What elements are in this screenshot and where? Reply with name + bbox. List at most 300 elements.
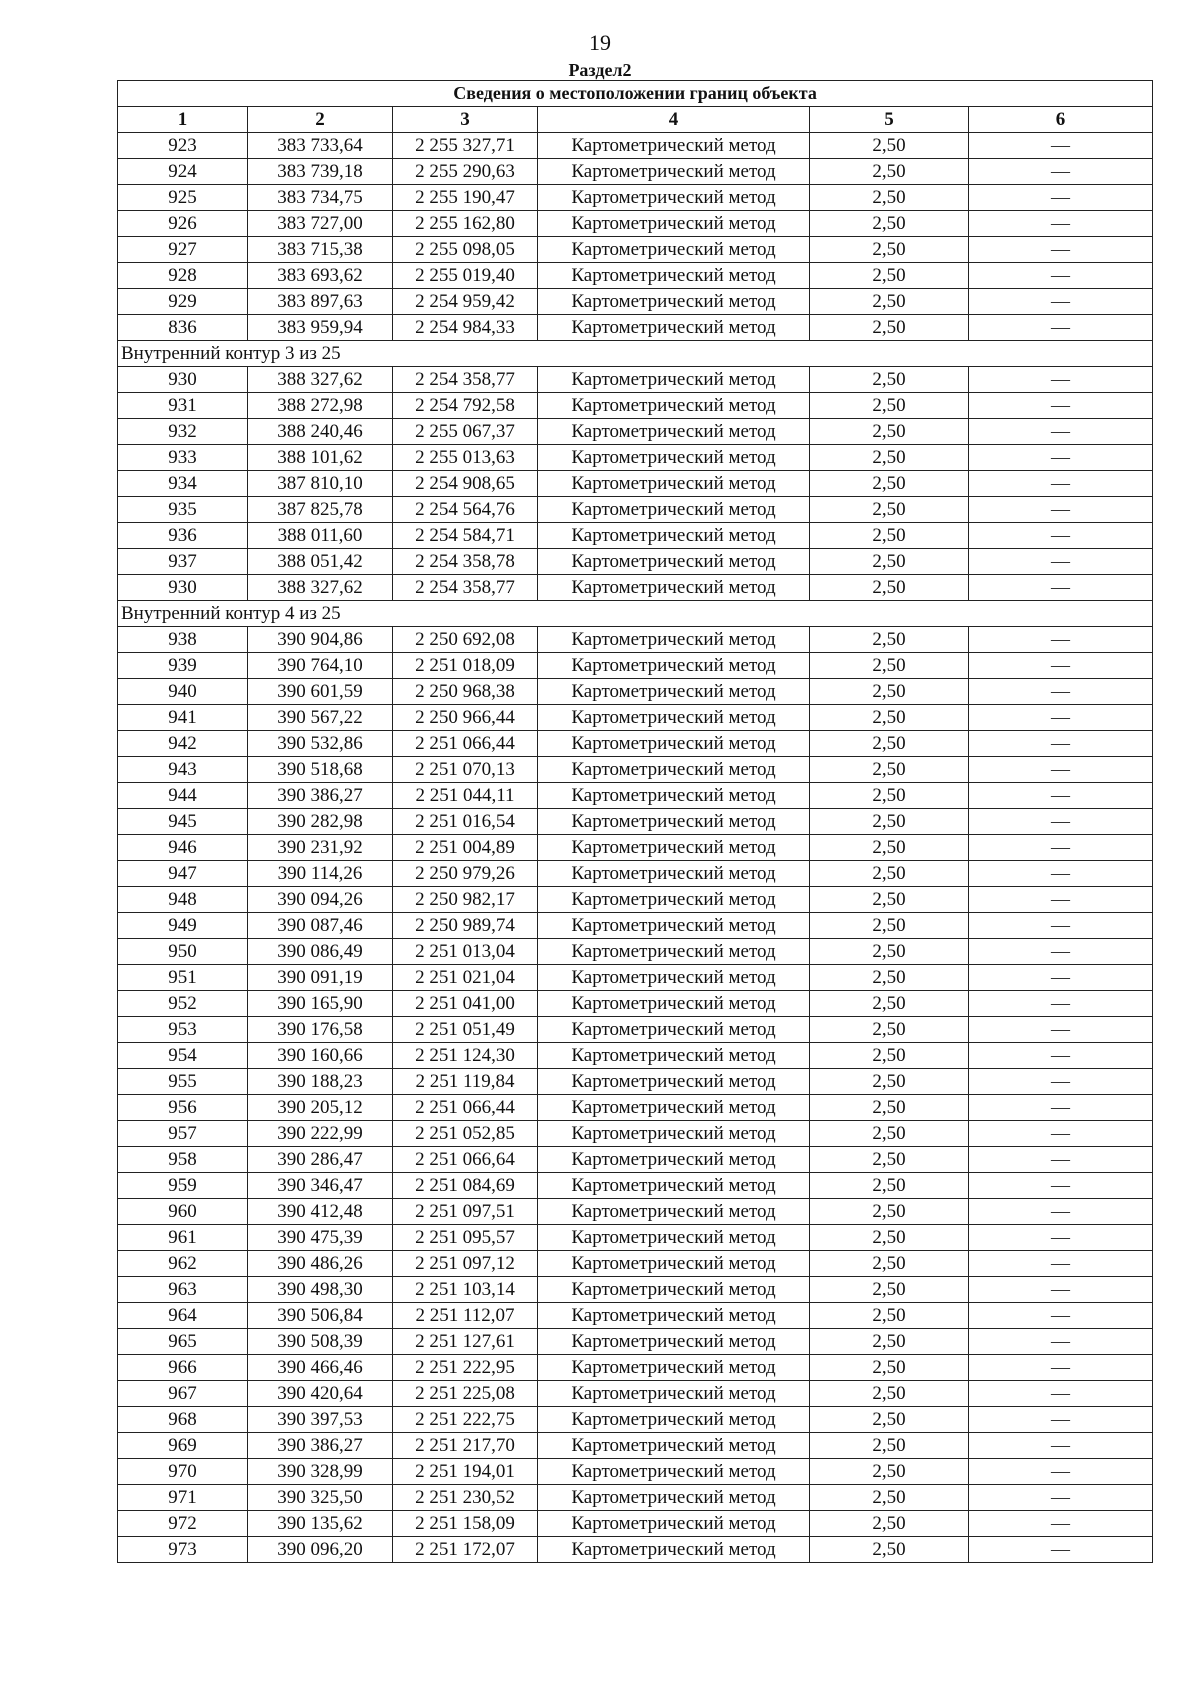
description-cell: — <box>969 887 1153 913</box>
x-coordinate-cell: 390 508,39 <box>248 1329 393 1355</box>
point-number-cell: 971 <box>118 1485 248 1511</box>
x-coordinate-cell: 390 286,47 <box>248 1147 393 1173</box>
description-cell: — <box>969 1069 1153 1095</box>
point-number-cell: 947 <box>118 861 248 887</box>
table-row <box>118 1433 1153 1459</box>
boundary-coordinates-table <box>117 80 1153 1563</box>
section-title: Раздел2 <box>568 60 632 80</box>
table-row <box>118 1095 1153 1121</box>
accuracy-cell: 2,50 <box>810 679 969 705</box>
description-cell: — <box>969 835 1153 861</box>
accuracy-cell: 2,50 <box>810 1303 969 1329</box>
method-cell: Картометрический метод <box>538 835 810 861</box>
table-row <box>118 315 1153 341</box>
table-row <box>118 367 1153 393</box>
description-cell: — <box>969 1199 1153 1225</box>
description-cell: — <box>969 1147 1153 1173</box>
point-number-cell: 930 <box>118 367 248 393</box>
description-cell: — <box>969 653 1153 679</box>
y-coordinate-cell: 2 251 016,54 <box>393 809 538 835</box>
y-coordinate-cell: 2 251 097,51 <box>393 1199 538 1225</box>
point-number-cell: 966 <box>118 1355 248 1381</box>
description-cell: — <box>969 1121 1153 1147</box>
y-coordinate-cell: 2 251 158,09 <box>393 1511 538 1537</box>
description-cell: — <box>969 497 1153 523</box>
y-coordinate-cell: 2 250 979,26 <box>393 861 538 887</box>
y-coordinate-cell: 2 251 041,00 <box>393 991 538 1017</box>
description-cell: — <box>969 1485 1153 1511</box>
x-coordinate-cell: 390 904,86 <box>248 627 393 653</box>
table-row <box>118 419 1153 445</box>
point-number-cell: 963 <box>118 1277 248 1303</box>
x-coordinate-cell: 388 327,62 <box>248 367 393 393</box>
point-number-cell: 945 <box>118 809 248 835</box>
method-cell: Картометрический метод <box>538 627 810 653</box>
accuracy-cell: 2,50 <box>810 1407 969 1433</box>
x-coordinate-cell: 390 222,99 <box>248 1121 393 1147</box>
description-cell: — <box>969 1433 1153 1459</box>
description-cell: — <box>969 549 1153 575</box>
y-coordinate-cell: 2 251 119,84 <box>393 1069 538 1095</box>
point-number-cell: 928 <box>118 263 248 289</box>
y-coordinate-cell: 2 251 225,08 <box>393 1381 538 1407</box>
method-cell: Картометрический метод <box>538 549 810 575</box>
table-row <box>118 783 1153 809</box>
description-cell: — <box>969 523 1153 549</box>
x-coordinate-cell: 390 096,20 <box>248 1537 393 1563</box>
method-cell: Картометрический метод <box>538 419 810 445</box>
table-row <box>118 1511 1153 1537</box>
x-coordinate-cell: 390 325,50 <box>248 1485 393 1511</box>
accuracy-cell: 2,50 <box>810 289 969 315</box>
caption-row <box>118 81 1153 107</box>
x-coordinate-cell: 390 420,64 <box>248 1381 393 1407</box>
method-cell: Картометрический метод <box>538 1381 810 1407</box>
description-cell: — <box>969 445 1153 471</box>
table-row <box>118 185 1153 211</box>
accuracy-cell: 2,50 <box>810 731 969 757</box>
accuracy-cell: 2,50 <box>810 445 969 471</box>
y-coordinate-cell: 2 250 966,44 <box>393 705 538 731</box>
accuracy-cell: 2,50 <box>810 1355 969 1381</box>
description-cell: — <box>969 1303 1153 1329</box>
x-coordinate-cell: 390 231,92 <box>248 835 393 861</box>
table-row <box>118 1485 1153 1511</box>
accuracy-cell: 2,50 <box>810 991 969 1017</box>
table-row <box>118 809 1153 835</box>
point-number-cell: 941 <box>118 705 248 731</box>
accuracy-cell: 2,50 <box>810 133 969 159</box>
point-number-cell: 968 <box>118 1407 248 1433</box>
description-cell: — <box>969 861 1153 887</box>
table-row <box>118 1537 1153 1563</box>
description-cell: — <box>969 315 1153 341</box>
y-coordinate-cell: 2 251 217,70 <box>393 1433 538 1459</box>
page-number: 19 <box>589 30 611 55</box>
method-cell: Картометрический метод <box>538 263 810 289</box>
accuracy-cell: 2,50 <box>810 1433 969 1459</box>
x-coordinate-cell: 390 087,46 <box>248 913 393 939</box>
y-coordinate-cell: 2 251 194,01 <box>393 1459 538 1485</box>
contour-title-row <box>118 601 1153 627</box>
point-number-cell: 970 <box>118 1459 248 1485</box>
y-coordinate-cell: 2 251 013,04 <box>393 939 538 965</box>
method-cell: Картометрический метод <box>538 393 810 419</box>
x-coordinate-cell: 390 498,30 <box>248 1277 393 1303</box>
accuracy-cell: 2,50 <box>810 1069 969 1095</box>
description-cell: — <box>969 367 1153 393</box>
table-row <box>118 939 1153 965</box>
point-number-cell: 951 <box>118 965 248 991</box>
point-number-cell: 930 <box>118 575 248 601</box>
x-coordinate-cell: 383 715,38 <box>248 237 393 263</box>
y-coordinate-cell: 2 255 290,63 <box>393 159 538 185</box>
method-cell: Картометрический метод <box>538 1329 810 1355</box>
method-cell: Картометрический метод <box>538 809 810 835</box>
y-coordinate-cell: 2 255 162,80 <box>393 211 538 237</box>
point-number-cell: 927 <box>118 237 248 263</box>
point-number-cell: 960 <box>118 1199 248 1225</box>
table-row <box>118 497 1153 523</box>
description-cell: — <box>969 133 1153 159</box>
accuracy-cell: 2,50 <box>810 653 969 679</box>
accuracy-cell: 2,50 <box>810 523 969 549</box>
y-coordinate-cell: 2 251 066,64 <box>393 1147 538 1173</box>
accuracy-cell: 2,50 <box>810 627 969 653</box>
point-number-cell: 955 <box>118 1069 248 1095</box>
accuracy-cell: 2,50 <box>810 263 969 289</box>
description-cell: — <box>969 211 1153 237</box>
accuracy-cell: 2,50 <box>810 861 969 887</box>
point-number-cell: 933 <box>118 445 248 471</box>
method-cell: Картометрический метод <box>538 783 810 809</box>
method-cell: Картометрический метод <box>538 1017 810 1043</box>
x-coordinate-cell: 390 346,47 <box>248 1173 393 1199</box>
description-cell: — <box>969 783 1153 809</box>
accuracy-cell: 2,50 <box>810 367 969 393</box>
point-number-cell: 929 <box>118 289 248 315</box>
method-cell: Картометрический метод <box>538 1277 810 1303</box>
description-cell: — <box>969 1459 1153 1485</box>
column-header: 1 <box>118 107 248 133</box>
description-cell: — <box>969 159 1153 185</box>
table-row <box>118 549 1153 575</box>
accuracy-cell: 2,50 <box>810 1017 969 1043</box>
point-number-cell: 935 <box>118 497 248 523</box>
table-row <box>118 1043 1153 1069</box>
accuracy-cell: 2,50 <box>810 835 969 861</box>
table-row <box>118 1199 1153 1225</box>
point-number-cell: 973 <box>118 1537 248 1563</box>
table-row <box>118 1329 1153 1355</box>
method-cell: Картометрический метод <box>538 575 810 601</box>
method-cell: Картометрический метод <box>538 1407 810 1433</box>
column-number-row <box>118 107 1153 133</box>
x-coordinate-cell: 388 011,60 <box>248 523 393 549</box>
description-cell: — <box>969 913 1153 939</box>
x-coordinate-cell: 390 328,99 <box>248 1459 393 1485</box>
x-coordinate-cell: 390 466,46 <box>248 1355 393 1381</box>
method-cell: Картометрический метод <box>538 211 810 237</box>
method-cell: Картометрический метод <box>538 705 810 731</box>
table-body <box>118 133 1153 1563</box>
method-cell: Картометрический метод <box>538 887 810 913</box>
point-number-cell: 938 <box>118 627 248 653</box>
contour-title: Внутренний контур 4 из 25 <box>118 601 1153 627</box>
y-coordinate-cell: 2 251 018,09 <box>393 653 538 679</box>
method-cell: Картометрический метод <box>538 861 810 887</box>
table-row <box>118 835 1153 861</box>
y-coordinate-cell: 2 251 066,44 <box>393 1095 538 1121</box>
x-coordinate-cell: 390 188,23 <box>248 1069 393 1095</box>
description-cell: — <box>969 1095 1153 1121</box>
x-coordinate-cell: 390 386,27 <box>248 1433 393 1459</box>
x-coordinate-cell: 390 086,49 <box>248 939 393 965</box>
x-coordinate-cell: 388 272,98 <box>248 393 393 419</box>
method-cell: Картометрический метод <box>538 133 810 159</box>
method-cell: Картометрический метод <box>538 1069 810 1095</box>
description-cell: — <box>969 627 1153 653</box>
x-coordinate-cell: 390 486,26 <box>248 1251 393 1277</box>
accuracy-cell: 2,50 <box>810 939 969 965</box>
method-cell: Картометрический метод <box>538 1355 810 1381</box>
x-coordinate-cell: 390 176,58 <box>248 1017 393 1043</box>
x-coordinate-cell: 390 135,62 <box>248 1511 393 1537</box>
accuracy-cell: 2,50 <box>810 185 969 211</box>
table-row <box>118 523 1153 549</box>
description-cell: — <box>969 757 1153 783</box>
accuracy-cell: 2,50 <box>810 497 969 523</box>
x-coordinate-cell: 390 205,12 <box>248 1095 393 1121</box>
method-cell: Картометрический метод <box>538 653 810 679</box>
x-coordinate-cell: 383 897,63 <box>248 289 393 315</box>
table-row <box>118 289 1153 315</box>
description-cell: — <box>969 1173 1153 1199</box>
y-coordinate-cell: 2 255 019,40 <box>393 263 538 289</box>
method-cell: Картометрический метод <box>538 939 810 965</box>
method-cell: Картометрический метод <box>538 1251 810 1277</box>
description-cell: — <box>969 1251 1153 1277</box>
method-cell: Картометрический метод <box>538 1225 810 1251</box>
table-row <box>118 1017 1153 1043</box>
table-row <box>118 211 1153 237</box>
y-coordinate-cell: 2 254 792,58 <box>393 393 538 419</box>
point-number-cell: 946 <box>118 835 248 861</box>
table-row <box>118 1407 1153 1433</box>
y-coordinate-cell: 2 254 959,42 <box>393 289 538 315</box>
x-coordinate-cell: 390 475,39 <box>248 1225 393 1251</box>
y-coordinate-cell: 2 254 984,33 <box>393 315 538 341</box>
y-coordinate-cell: 2 251 112,07 <box>393 1303 538 1329</box>
description-cell: — <box>969 289 1153 315</box>
point-number-cell: 926 <box>118 211 248 237</box>
table-row <box>118 1121 1153 1147</box>
y-coordinate-cell: 2 251 124,30 <box>393 1043 538 1069</box>
table-row <box>118 731 1153 757</box>
point-number-cell: 967 <box>118 1381 248 1407</box>
column-header: 6 <box>969 107 1153 133</box>
accuracy-cell: 2,50 <box>810 705 969 731</box>
accuracy-cell: 2,50 <box>810 1121 969 1147</box>
description-cell: — <box>969 1381 1153 1407</box>
method-cell: Картометрический метод <box>538 1433 810 1459</box>
y-coordinate-cell: 2 251 127,61 <box>393 1329 538 1355</box>
accuracy-cell: 2,50 <box>810 1225 969 1251</box>
table-row <box>118 471 1153 497</box>
method-cell: Картометрический метод <box>538 1459 810 1485</box>
point-number-cell: 972 <box>118 1511 248 1537</box>
description-cell: — <box>969 1277 1153 1303</box>
accuracy-cell: 2,50 <box>810 809 969 835</box>
accuracy-cell: 2,50 <box>810 1173 969 1199</box>
description-cell: — <box>969 419 1153 445</box>
method-cell: Картометрический метод <box>538 757 810 783</box>
y-coordinate-cell: 2 250 982,17 <box>393 887 538 913</box>
accuracy-cell: 2,50 <box>810 1381 969 1407</box>
x-coordinate-cell: 383 734,75 <box>248 185 393 211</box>
table-row <box>118 913 1153 939</box>
description-cell: — <box>969 731 1153 757</box>
y-coordinate-cell: 2 251 103,14 <box>393 1277 538 1303</box>
contour-title-row <box>118 341 1153 367</box>
accuracy-cell: 2,50 <box>810 913 969 939</box>
method-cell: Картометрический метод <box>538 237 810 263</box>
method-cell: Картометрический метод <box>538 1485 810 1511</box>
point-number-cell: 925 <box>118 185 248 211</box>
x-coordinate-cell: 390 412,48 <box>248 1199 393 1225</box>
method-cell: Картометрический метод <box>538 185 810 211</box>
method-cell: Картометрический метод <box>538 991 810 1017</box>
accuracy-cell: 2,50 <box>810 549 969 575</box>
table-row <box>118 861 1153 887</box>
x-coordinate-cell: 388 101,62 <box>248 445 393 471</box>
y-coordinate-cell: 2 255 067,37 <box>393 419 538 445</box>
table-row <box>118 159 1153 185</box>
description-cell: — <box>969 705 1153 731</box>
method-cell: Картометрический метод <box>538 1121 810 1147</box>
y-coordinate-cell: 2 254 584,71 <box>393 523 538 549</box>
table-row <box>118 1147 1153 1173</box>
description-cell: — <box>969 237 1153 263</box>
point-number-cell: 939 <box>118 653 248 679</box>
column-header: 3 <box>393 107 538 133</box>
table-row <box>118 1225 1153 1251</box>
accuracy-cell: 2,50 <box>810 315 969 341</box>
table-row <box>118 653 1153 679</box>
x-coordinate-cell: 390 532,86 <box>248 731 393 757</box>
description-cell: — <box>969 575 1153 601</box>
method-cell: Картометрический метод <box>538 1043 810 1069</box>
table-row <box>118 575 1153 601</box>
accuracy-cell: 2,50 <box>810 757 969 783</box>
accuracy-cell: 2,50 <box>810 1459 969 1485</box>
method-cell: Картометрический метод <box>538 1199 810 1225</box>
method-cell: Картометрический метод <box>538 1511 810 1537</box>
x-coordinate-cell: 390 282,98 <box>248 809 393 835</box>
y-coordinate-cell: 2 251 222,75 <box>393 1407 538 1433</box>
point-number-cell: 948 <box>118 887 248 913</box>
description-cell: — <box>969 1017 1153 1043</box>
table-row <box>118 991 1153 1017</box>
y-coordinate-cell: 2 254 358,77 <box>393 367 538 393</box>
description-cell: — <box>969 1511 1153 1537</box>
table-row <box>118 445 1153 471</box>
method-cell: Картометрический метод <box>538 1303 810 1329</box>
point-number-cell: 950 <box>118 939 248 965</box>
method-cell: Картометрический метод <box>538 731 810 757</box>
method-cell: Картометрический метод <box>538 497 810 523</box>
method-cell: Картометрический метод <box>538 289 810 315</box>
x-coordinate-cell: 383 693,62 <box>248 263 393 289</box>
accuracy-cell: 2,50 <box>810 1511 969 1537</box>
point-number-cell: 952 <box>118 991 248 1017</box>
method-cell: Картометрический метод <box>538 679 810 705</box>
accuracy-cell: 2,50 <box>810 159 969 185</box>
x-coordinate-cell: 390 386,27 <box>248 783 393 809</box>
accuracy-cell: 2,50 <box>810 1199 969 1225</box>
table-row <box>118 1251 1153 1277</box>
description-cell: — <box>969 965 1153 991</box>
table-row <box>118 757 1153 783</box>
point-number-cell: 944 <box>118 783 248 809</box>
accuracy-cell: 2,50 <box>810 783 969 809</box>
x-coordinate-cell: 383 959,94 <box>248 315 393 341</box>
y-coordinate-cell: 2 255 190,47 <box>393 185 538 211</box>
x-coordinate-cell: 390 601,59 <box>248 679 393 705</box>
method-cell: Картометрический метод <box>538 315 810 341</box>
method-cell: Картометрический метод <box>538 367 810 393</box>
method-cell: Картометрический метод <box>538 445 810 471</box>
x-coordinate-cell: 388 327,62 <box>248 575 393 601</box>
table-row <box>118 1459 1153 1485</box>
point-number-cell: 953 <box>118 1017 248 1043</box>
description-cell: — <box>969 1537 1153 1563</box>
accuracy-cell: 2,50 <box>810 1095 969 1121</box>
column-header: 5 <box>810 107 969 133</box>
y-coordinate-cell: 2 254 358,78 <box>393 549 538 575</box>
y-coordinate-cell: 2 251 222,95 <box>393 1355 538 1381</box>
point-number-cell: 949 <box>118 913 248 939</box>
y-coordinate-cell: 2 251 066,44 <box>393 731 538 757</box>
method-cell: Картометрический метод <box>538 1095 810 1121</box>
x-coordinate-cell: 390 764,10 <box>248 653 393 679</box>
description-cell: — <box>969 1329 1153 1355</box>
y-coordinate-cell: 2 254 358,77 <box>393 575 538 601</box>
point-number-cell: 943 <box>118 757 248 783</box>
y-coordinate-cell: 2 251 044,11 <box>393 783 538 809</box>
x-coordinate-cell: 383 733,64 <box>248 133 393 159</box>
table-row <box>118 1381 1153 1407</box>
y-coordinate-cell: 2 251 021,04 <box>393 965 538 991</box>
y-coordinate-cell: 2 251 097,12 <box>393 1251 538 1277</box>
description-cell: — <box>969 1043 1153 1069</box>
x-coordinate-cell: 383 739,18 <box>248 159 393 185</box>
method-cell: Картометрический метод <box>538 913 810 939</box>
accuracy-cell: 2,50 <box>810 393 969 419</box>
method-cell: Картометрический метод <box>538 523 810 549</box>
method-cell: Картометрический метод <box>538 1147 810 1173</box>
accuracy-cell: 2,50 <box>810 575 969 601</box>
column-header: 2 <box>248 107 393 133</box>
method-cell: Картометрический метод <box>538 1537 810 1563</box>
y-coordinate-cell: 2 251 051,49 <box>393 1017 538 1043</box>
table-header <box>118 81 1153 133</box>
point-number-cell: 961 <box>118 1225 248 1251</box>
description-cell: — <box>969 679 1153 705</box>
method-cell: Картометрический метод <box>538 471 810 497</box>
description-cell: — <box>969 991 1153 1017</box>
accuracy-cell: 2,50 <box>810 1147 969 1173</box>
